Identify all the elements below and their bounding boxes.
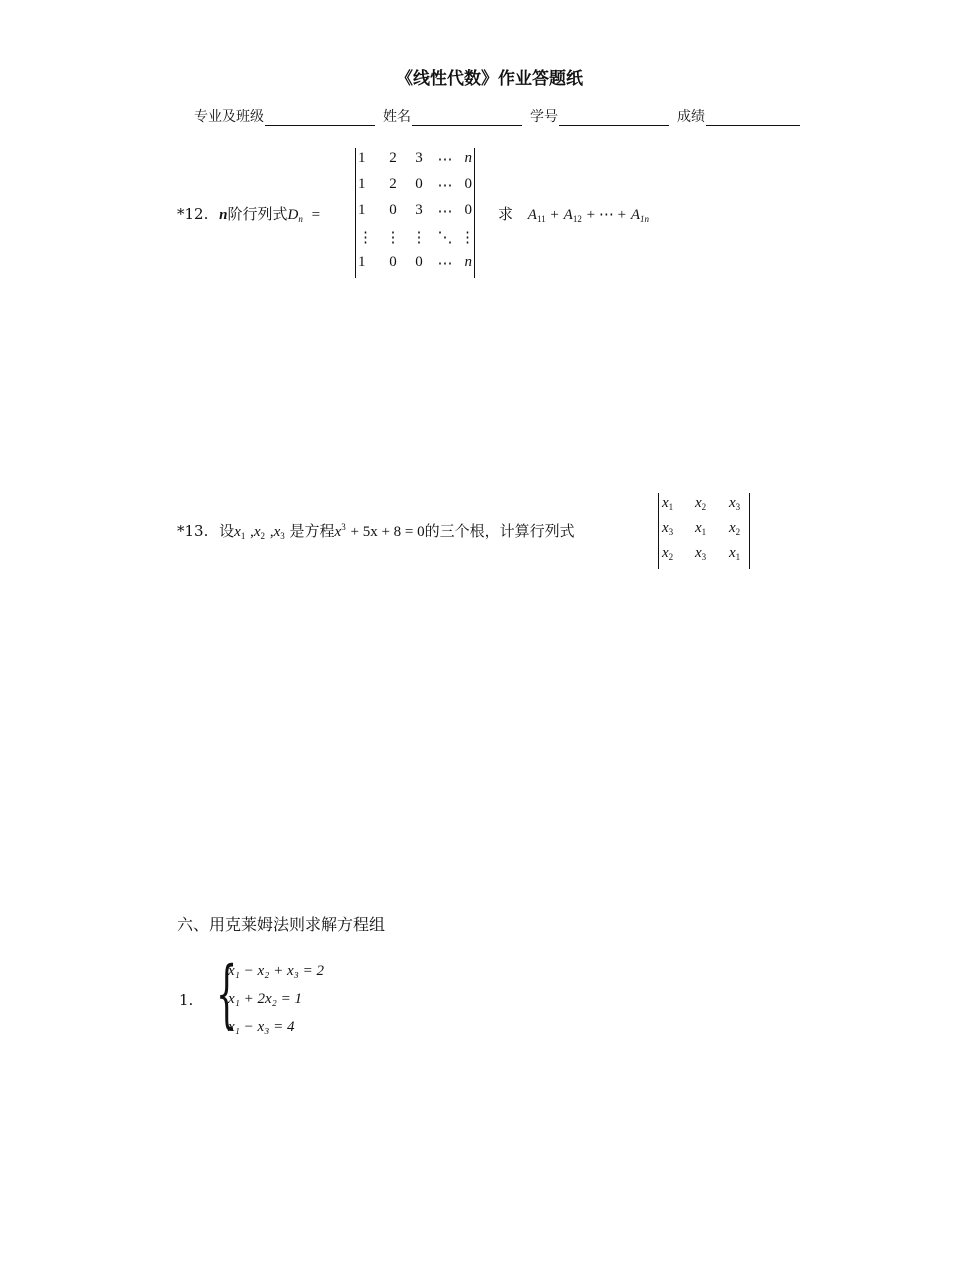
q12-prompt — [177, 203, 320, 224]
field-blank-name[interactable] — [412, 109, 522, 126]
q12-det-cell: ⋮ — [385, 230, 401, 246]
q12-det-cell: n — [464, 150, 472, 166]
q12-a2: A — [563, 207, 573, 223]
q13-det-cell — [729, 520, 749, 537]
q13-x2: x — [253, 524, 261, 540]
q13-det-cell — [662, 520, 682, 537]
field-blank-class[interactable] — [265, 109, 375, 126]
equation-1: x₁ − x₂ + x₃ = 2 — [228, 963, 324, 979]
system-brace: { — [216, 951, 238, 1037]
field-label-name: 姓名 — [383, 109, 411, 125]
q13-det-cell — [695, 520, 715, 537]
q13-det-sub: 2 — [735, 527, 741, 537]
q12-det-cell: 1 — [358, 176, 366, 192]
q13-det-sub: 1 — [668, 502, 674, 512]
q12-determinant — [355, 148, 475, 278]
q13-det-cell — [662, 495, 682, 512]
q13-det-sub: 1 — [735, 552, 741, 562]
q13-det-sub: 2 — [668, 552, 674, 562]
q13-equation-rest: + 5x + 8 = 0 — [350, 524, 425, 540]
q12-det-cell: ⋯ — [437, 178, 453, 194]
q13-det-cell — [662, 545, 682, 562]
q13-det-sub: 3 — [701, 552, 707, 562]
q13-det-x: x — [729, 545, 736, 561]
q12-ask — [498, 203, 649, 224]
q13-det-sub: 3 — [735, 502, 741, 512]
field-label-student-id: 学号 — [530, 109, 558, 125]
header-fields — [194, 106, 808, 126]
field-blank-score[interactable] — [706, 109, 800, 126]
q13-determinant — [658, 493, 750, 569]
q12-a3-sub: 1n — [640, 214, 649, 224]
q13-det-x: x — [662, 545, 669, 561]
q12-det-cell: 2 — [389, 176, 397, 192]
q13-det-x: x — [729, 495, 736, 511]
q12-det-cell: 0 — [464, 202, 472, 218]
q12-ask-text: 求 — [498, 205, 514, 223]
q13-det-cell — [695, 495, 715, 512]
q12-dots: + ⋯ + — [586, 207, 627, 223]
q12-det-cell: ⋮ — [460, 230, 475, 246]
q12-det-cell: n — [464, 254, 472, 270]
q13-mid: 是方程 — [289, 522, 335, 540]
q12-det-cell: 0 — [415, 176, 423, 192]
field-label-score: 成绩 — [677, 109, 705, 125]
q12-det-cell: ⋮ — [358, 230, 373, 246]
q12-a1: A — [527, 207, 537, 223]
field-blank-student-id[interactable] — [559, 109, 669, 126]
q13-lead: 设 — [219, 522, 235, 540]
q12-det-cell: ⋯ — [437, 204, 453, 220]
equation-3: x₁ − x₃ = 4 — [228, 1019, 295, 1035]
q12-det-cell: ⋮ — [411, 230, 427, 246]
q12-a3: A — [630, 207, 640, 223]
q13-det-x: x — [662, 495, 669, 511]
q12-d: D — [287, 207, 299, 223]
q12-d-sub: n — [298, 214, 303, 224]
q12-number: *12. — [177, 205, 209, 223]
field-label-class: 专业及班级 — [194, 109, 264, 125]
q12-text: 阶行列式 — [227, 205, 288, 223]
q13-det-x: x — [695, 520, 702, 536]
q12-det-cell: 3 — [415, 202, 423, 218]
q13-x3: x — [273, 524, 281, 540]
q13-number: *13. — [177, 522, 209, 540]
q13-x2-sub: 2 — [260, 531, 266, 541]
problem-1-number: 1. — [179, 991, 194, 1009]
q13-x1: x — [234, 524, 241, 540]
q13-det-cell — [729, 545, 749, 562]
q12-det-cell: 3 — [415, 150, 423, 166]
q13-det-cell — [695, 545, 715, 562]
q13-xpow: x — [334, 524, 342, 540]
q13-det-x: x — [729, 520, 736, 536]
q13-x3-sub: 3 — [280, 531, 285, 541]
q12-det-cell: 1 — [358, 202, 366, 218]
q13-det-x: x — [695, 545, 702, 561]
q13-comma2: , — [269, 524, 274, 540]
q13-prompt — [177, 520, 575, 541]
q13-comma1: , — [250, 524, 254, 540]
q12-det-cell: 2 — [389, 150, 397, 166]
q13-x1-sub: 1 — [240, 531, 246, 541]
q12-det-cell: 0 — [389, 202, 397, 218]
q12-det-cell: 0 — [464, 176, 472, 192]
section6-heading: 六、用克莱姆法则求解方程组 — [177, 915, 386, 934]
q12-det-cell: ⋯ — [437, 152, 453, 168]
q12-plus: + — [550, 207, 559, 223]
q12-a2-sub: 12 — [572, 214, 582, 224]
q13-tail: 的三个根，计算行列式 — [424, 522, 575, 540]
q12-det-cell: 1 — [358, 150, 366, 166]
q12-det-cell: 1 — [358, 254, 366, 270]
q12-det-cell: 0 — [415, 254, 423, 270]
q13-det-x: x — [662, 520, 669, 536]
q12-n: n — [219, 207, 228, 223]
q12-equals: = — [311, 207, 321, 223]
q13-det-sub: 3 — [668, 527, 674, 537]
q13-pow: 3 — [341, 522, 346, 532]
page-title: 《线性代数》作业答题纸 — [396, 69, 583, 89]
q12-det-cell: ⋯ — [437, 256, 453, 272]
q12-det-cell: 0 — [389, 254, 397, 270]
q13-det-sub: 1 — [701, 527, 707, 537]
q13-det-x: x — [695, 495, 702, 511]
equation-2: x₁ + 2x₂ = 1 — [228, 991, 302, 1007]
q13-det-cell — [729, 495, 749, 512]
q12-det-cell: ⋱ — [437, 230, 453, 246]
q13-det-sub: 2 — [701, 502, 707, 512]
q12-a1-sub: 11 — [536, 214, 546, 224]
